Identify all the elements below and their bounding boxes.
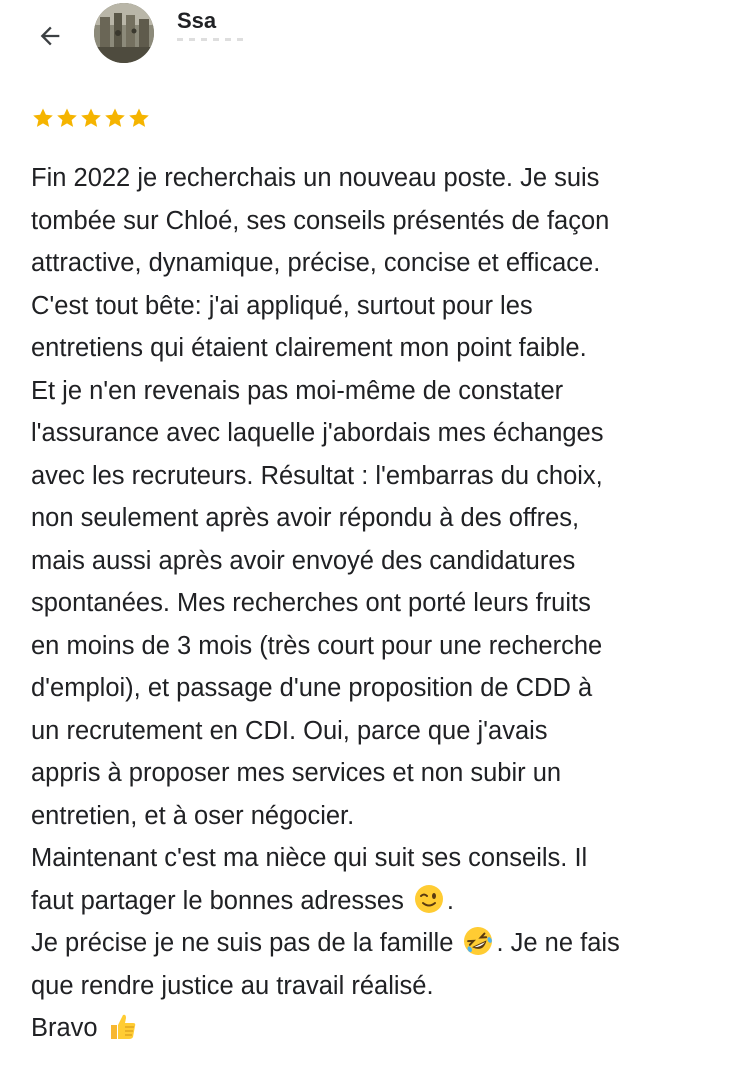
review-line-text: en moins de 3 mois (très court pour une recherche	[31, 631, 603, 660]
review-line-text: l'assurance avec laquelle j'abordais mes échanges	[31, 419, 604, 447]
star-icon	[79, 106, 103, 130]
star-icon	[103, 106, 127, 130]
review-line	[31, 710, 721, 753]
user-subtitle-placeholder	[177, 38, 243, 41]
review-line	[31, 157, 721, 200]
review-line-text: d'emploi), et passage d'une proposition de CDD à	[31, 674, 593, 702]
review-line-text: C'est tout bête: j'ai appliqué, surtout pour les	[31, 291, 533, 320]
star-rating	[31, 106, 151, 130]
review-line	[31, 922, 721, 965]
review-line-text: avec les recruteurs. Résultat : l'embarras du choix,	[31, 461, 603, 490]
winking-face-emoji	[413, 883, 445, 915]
avatar-image	[94, 3, 154, 63]
review-line-text: mais aussi après avoir envoyé des candidatures	[31, 546, 576, 575]
star-icon	[127, 106, 151, 130]
review-line	[31, 370, 721, 413]
review-line	[31, 625, 721, 668]
review-line-suffix: .	[446, 886, 455, 915]
user-name[interactable]: Ssa	[177, 8, 217, 33]
review-line-suffix: . Je ne fais	[496, 929, 620, 957]
review-line	[31, 497, 721, 540]
thumbs-up-emoji	[107, 1010, 139, 1042]
review-line-text: un recrutement en CDI. Oui, parce que j'avais	[31, 716, 548, 745]
review-line-text: non seulement après avoir répondu à des offres,	[31, 504, 580, 532]
review-line	[31, 455, 721, 498]
review-text	[31, 157, 721, 1050]
review-header	[0, 0, 737, 80]
review-line-text: Maintenant c'est ma nièce qui suit ses conseils. Il	[31, 844, 588, 872]
review-line	[31, 285, 721, 328]
avatar[interactable]	[94, 3, 154, 63]
review-line	[31, 582, 721, 625]
review-line	[31, 327, 721, 370]
star-icon	[55, 106, 79, 130]
review-line-text: spontanées. Mes recherches ont porté leurs fruits	[31, 589, 591, 617]
review-line	[31, 965, 721, 1008]
review-line	[31, 242, 721, 285]
review-line	[31, 880, 721, 923]
review-line	[31, 540, 721, 583]
review-line-text: tombée sur Chloé, ses conseils présentés de façon	[31, 206, 610, 235]
review-line-text: appris à proposer mes services et non subir un	[31, 759, 562, 787]
review-line	[31, 837, 721, 880]
rolling-laughing-emoji	[462, 925, 494, 957]
review-line-text: Et je n'en revenais pas moi-même de constater	[31, 376, 564, 405]
review-line	[31, 412, 721, 455]
review-line-text: que rendre justice au travail réalisé.	[31, 971, 434, 1000]
review-line-text: Fin 2022 je recherchais un nouveau poste. Je suis	[31, 164, 600, 192]
review-line	[31, 200, 721, 243]
review-line	[31, 752, 721, 795]
review-line	[31, 1007, 721, 1050]
review-line	[31, 795, 721, 838]
review-line-text: faut partager le bonnes adresses	[31, 886, 404, 915]
review-line-text: entretiens qui étaient clairement mon point faible.	[31, 334, 587, 362]
star-icon	[31, 106, 55, 130]
back-button[interactable]	[30, 16, 70, 56]
review-line-text: Bravo	[31, 1014, 98, 1042]
arrow-left-icon	[36, 22, 64, 50]
review-line-text: entretien, et à oser négocier.	[31, 801, 355, 830]
review-line-text: attractive, dynamique, précise, concise et efficace.	[31, 249, 601, 277]
review-line	[31, 667, 721, 710]
review-line-text: Je précise je ne suis pas de la famille	[31, 929, 454, 957]
